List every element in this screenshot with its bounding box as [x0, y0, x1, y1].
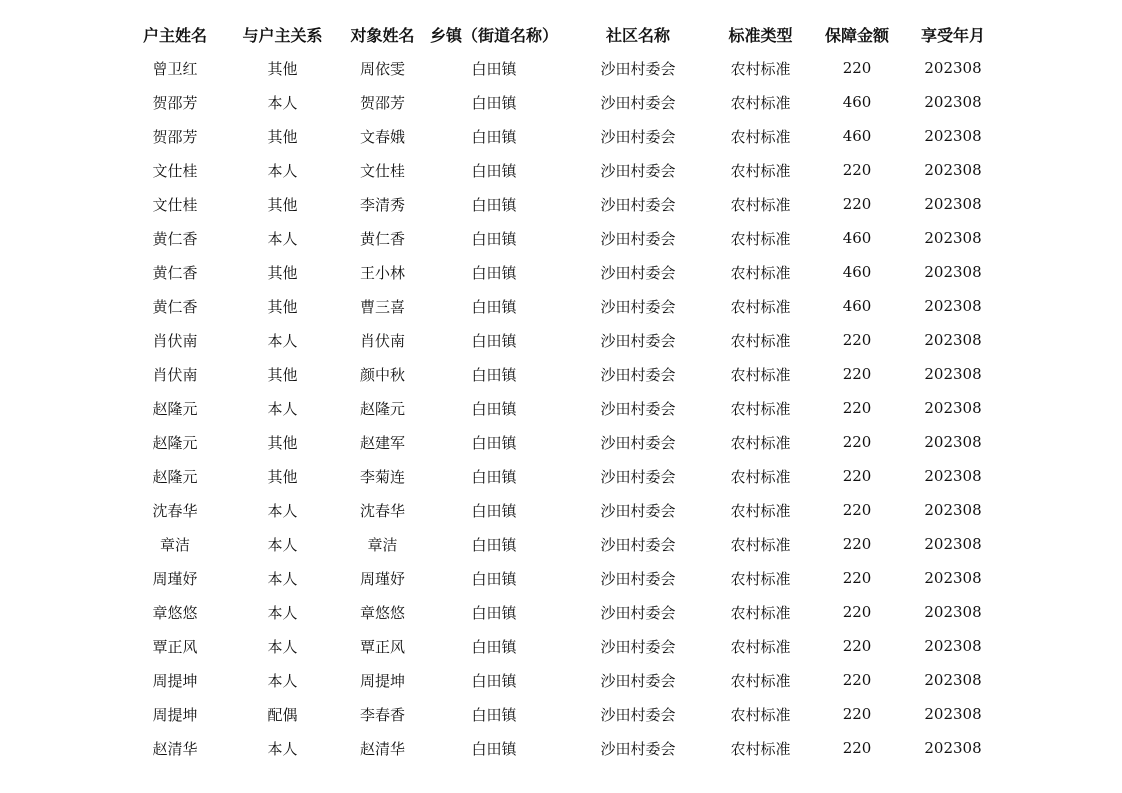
cell-household-head-name: 章洁	[159, 535, 190, 554]
cell-household-head-name: 赵清华	[152, 739, 198, 758]
cell-township: 白田镇	[471, 127, 517, 146]
table-row	[120, 323, 995, 357]
table-row	[120, 459, 995, 493]
table-row	[120, 119, 995, 153]
cell-recipient-name: 李菊连	[359, 467, 405, 486]
cell-amount: 460	[842, 229, 872, 247]
cell-amount: 220	[842, 637, 872, 655]
cell-amount: 220	[842, 161, 872, 179]
cell-standard-type: 农村标准	[730, 705, 791, 724]
table-row	[120, 85, 995, 119]
cell-recipient-name: 覃正风	[359, 637, 405, 656]
cell-period: 202308	[924, 433, 982, 451]
cell-township: 白田镇	[471, 603, 517, 622]
cell-recipient-name: 王小林	[359, 263, 405, 282]
header-amount: 保障金额	[825, 25, 890, 45]
cell-amount: 220	[842, 569, 872, 587]
cell-recipient-name: 颜中秋	[359, 365, 405, 384]
cell-relation-to-head: 其他	[267, 263, 298, 282]
cell-township: 白田镇	[471, 59, 517, 78]
cell-community: 沙田村委会	[600, 501, 676, 520]
cell-township: 白田镇	[471, 637, 517, 656]
cell-relation-to-head: 其他	[267, 433, 298, 452]
cell-recipient-name: 贺邵芳	[359, 93, 405, 112]
cell-community: 沙田村委会	[600, 195, 676, 214]
cell-relation-to-head: 本人	[267, 161, 298, 180]
cell-standard-type: 农村标准	[730, 263, 791, 282]
cell-amount: 220	[842, 59, 872, 77]
cell-recipient-name: 赵隆元	[359, 399, 405, 418]
table-row	[120, 391, 995, 425]
table-row	[120, 629, 995, 663]
cell-household-head-name: 黄仁香	[152, 297, 198, 316]
cell-standard-type: 农村标准	[730, 739, 791, 758]
cell-township: 白田镇	[471, 399, 517, 418]
cell-community: 沙田村委会	[600, 229, 676, 248]
cell-relation-to-head: 其他	[267, 467, 298, 486]
table-row	[120, 51, 995, 85]
cell-standard-type: 农村标准	[730, 569, 791, 588]
cell-household-head-name: 赵隆元	[152, 433, 198, 452]
cell-recipient-name: 周依雯	[359, 59, 405, 78]
cell-period: 202308	[924, 705, 982, 723]
cell-period: 202308	[924, 59, 982, 77]
cell-amount: 220	[842, 331, 872, 349]
cell-township: 白田镇	[471, 229, 517, 248]
table-body	[120, 51, 995, 765]
cell-recipient-name: 赵清华	[359, 739, 405, 758]
cell-community: 沙田村委会	[600, 331, 676, 350]
cell-amount: 220	[842, 365, 872, 383]
cell-community: 沙田村委会	[600, 127, 676, 146]
cell-period: 202308	[924, 297, 982, 315]
header-standard-type: 标准类型	[728, 25, 793, 45]
cell-recipient-name: 曹三喜	[359, 297, 405, 316]
cell-community: 沙田村委会	[600, 433, 676, 452]
cell-community: 沙田村委会	[600, 399, 676, 418]
cell-standard-type: 农村标准	[730, 161, 791, 180]
cell-township: 白田镇	[471, 331, 517, 350]
cell-standard-type: 农村标准	[730, 195, 791, 214]
cell-amount: 220	[842, 535, 872, 553]
cell-community: 沙田村委会	[600, 535, 676, 554]
cell-township: 白田镇	[471, 671, 517, 690]
cell-period: 202308	[924, 127, 982, 145]
cell-relation-to-head: 其他	[267, 195, 298, 214]
cell-amount: 460	[842, 297, 872, 315]
table-row	[120, 731, 995, 765]
cell-amount: 460	[842, 93, 872, 111]
cell-community: 沙田村委会	[600, 365, 676, 384]
cell-recipient-name: 李清秀	[359, 195, 405, 214]
table-row	[120, 425, 995, 459]
cell-period: 202308	[924, 535, 982, 553]
cell-standard-type: 农村标准	[730, 433, 791, 452]
cell-household-head-name: 贺邵芳	[152, 127, 198, 146]
cell-period: 202308	[924, 331, 982, 349]
cell-amount: 220	[842, 433, 872, 451]
cell-standard-type: 农村标准	[730, 297, 791, 316]
table-row	[120, 663, 995, 697]
cell-community: 沙田村委会	[600, 263, 676, 282]
table-row	[120, 221, 995, 255]
cell-community: 沙田村委会	[600, 569, 676, 588]
header-recipient-name: 对象姓名	[350, 25, 415, 45]
header-household-head-name: 户主姓名	[142, 25, 207, 45]
cell-amount: 220	[842, 195, 872, 213]
cell-household-head-name: 贺邵芳	[152, 93, 198, 112]
cell-standard-type: 农村标准	[730, 59, 791, 78]
cell-recipient-name: 文仕桂	[359, 161, 405, 180]
cell-relation-to-head: 本人	[267, 671, 298, 690]
cell-recipient-name: 赵建军	[359, 433, 405, 452]
cell-standard-type: 农村标准	[730, 331, 791, 350]
cell-standard-type: 农村标准	[730, 467, 791, 486]
cell-relation-to-head: 本人	[267, 501, 298, 520]
cell-township: 白田镇	[471, 501, 517, 520]
cell-community: 沙田村委会	[600, 93, 676, 112]
cell-recipient-name: 文春娥	[359, 127, 405, 146]
cell-household-head-name: 赵隆元	[152, 399, 198, 418]
cell-period: 202308	[924, 603, 982, 621]
cell-period: 202308	[924, 467, 982, 485]
cell-township: 白田镇	[471, 263, 517, 282]
table-row	[120, 493, 995, 527]
cell-standard-type: 农村标准	[730, 603, 791, 622]
cell-period: 202308	[924, 739, 982, 757]
cell-recipient-name: 周提坤	[359, 671, 405, 690]
cell-relation-to-head: 本人	[267, 739, 298, 758]
table-row	[120, 255, 995, 289]
cell-household-head-name: 周提坤	[152, 671, 198, 690]
cell-period: 202308	[924, 195, 982, 213]
cell-recipient-name: 黄仁香	[359, 229, 405, 248]
cell-period: 202308	[924, 637, 982, 655]
cell-household-head-name: 文仕桂	[152, 161, 198, 180]
cell-amount: 220	[842, 705, 872, 723]
cell-period: 202308	[924, 671, 982, 689]
cell-recipient-name: 李春香	[359, 705, 405, 724]
table-row	[120, 527, 995, 561]
cell-standard-type: 农村标准	[730, 127, 791, 146]
cell-relation-to-head: 本人	[267, 229, 298, 248]
cell-township: 白田镇	[471, 467, 517, 486]
table-row	[120, 187, 995, 221]
cell-amount: 220	[842, 671, 872, 689]
document-page	[0, 17, 1122, 765]
cell-relation-to-head: 其他	[267, 365, 298, 384]
cell-township: 白田镇	[471, 535, 517, 554]
header-period: 享受年月	[921, 25, 986, 45]
cell-relation-to-head: 其他	[267, 59, 298, 78]
cell-township: 白田镇	[471, 297, 517, 316]
cell-community: 沙田村委会	[600, 467, 676, 486]
cell-relation-to-head: 本人	[267, 399, 298, 418]
cell-community: 沙田村委会	[600, 671, 676, 690]
cell-amount: 220	[842, 739, 872, 757]
cell-household-head-name: 文仕桂	[152, 195, 198, 214]
cell-recipient-name: 周瑾妤	[359, 569, 405, 588]
cell-relation-to-head: 本人	[267, 535, 298, 554]
cell-amount: 220	[842, 501, 872, 519]
cell-household-head-name: 黄仁香	[152, 229, 198, 248]
table-row	[120, 697, 995, 731]
cell-community: 沙田村委会	[600, 297, 676, 316]
cell-household-head-name: 覃正风	[152, 637, 198, 656]
cell-township: 白田镇	[471, 195, 517, 214]
cell-standard-type: 农村标准	[730, 501, 791, 520]
cell-community: 沙田村委会	[600, 603, 676, 622]
header-township: 乡镇（街道名称）	[430, 25, 559, 45]
cell-community: 沙田村委会	[600, 161, 676, 180]
cell-standard-type: 农村标准	[730, 399, 791, 418]
cell-period: 202308	[924, 569, 982, 587]
beneficiary-table	[120, 17, 995, 765]
cell-township: 白田镇	[471, 433, 517, 452]
cell-amount: 220	[842, 467, 872, 485]
cell-household-head-name: 章悠悠	[152, 603, 198, 622]
cell-community: 沙田村委会	[600, 637, 676, 656]
cell-township: 白田镇	[471, 93, 517, 112]
cell-relation-to-head: 本人	[267, 569, 298, 588]
cell-township: 白田镇	[471, 365, 517, 384]
cell-household-head-name: 肖伏南	[152, 365, 198, 384]
cell-household-head-name: 沈春华	[152, 501, 198, 520]
cell-standard-type: 农村标准	[730, 93, 791, 112]
table-row	[120, 153, 995, 187]
cell-relation-to-head: 本人	[267, 331, 298, 350]
cell-relation-to-head: 本人	[267, 637, 298, 656]
cell-community: 沙田村委会	[600, 739, 676, 758]
cell-period: 202308	[924, 229, 982, 247]
cell-household-head-name: 赵隆元	[152, 467, 198, 486]
cell-community: 沙田村委会	[600, 705, 676, 724]
table-row	[120, 595, 995, 629]
cell-township: 白田镇	[471, 569, 517, 588]
cell-recipient-name: 沈春华	[359, 501, 405, 520]
cell-amount: 220	[842, 399, 872, 417]
cell-standard-type: 农村标准	[730, 671, 791, 690]
cell-relation-to-head: 配偶	[267, 705, 298, 724]
table-row	[120, 357, 995, 391]
cell-amount: 220	[842, 603, 872, 621]
cell-amount: 460	[842, 263, 872, 281]
cell-household-head-name: 肖伏南	[152, 331, 198, 350]
cell-household-head-name: 周瑾妤	[152, 569, 198, 588]
cell-standard-type: 农村标准	[730, 535, 791, 554]
cell-recipient-name: 肖伏南	[359, 331, 405, 350]
table-header-row	[120, 17, 995, 51]
cell-relation-to-head: 其他	[267, 127, 298, 146]
header-community: 社区名称	[606, 25, 671, 45]
cell-community: 沙田村委会	[600, 59, 676, 78]
cell-recipient-name: 章悠悠	[359, 603, 405, 622]
cell-township: 白田镇	[471, 161, 517, 180]
cell-period: 202308	[924, 93, 982, 111]
cell-period: 202308	[924, 399, 982, 417]
cell-township: 白田镇	[471, 705, 517, 724]
cell-household-head-name: 曾卫红	[152, 59, 198, 78]
cell-standard-type: 农村标准	[730, 229, 791, 248]
cell-household-head-name: 周提坤	[152, 705, 198, 724]
cell-relation-to-head: 本人	[267, 603, 298, 622]
cell-relation-to-head: 其他	[267, 297, 298, 316]
header-relation-to-head: 与户主关系	[242, 25, 323, 45]
cell-relation-to-head: 本人	[267, 93, 298, 112]
cell-township: 白田镇	[471, 739, 517, 758]
cell-amount: 460	[842, 127, 872, 145]
cell-household-head-name: 黄仁香	[152, 263, 198, 282]
table-row	[120, 561, 995, 595]
cell-period: 202308	[924, 263, 982, 281]
table-row	[120, 289, 995, 323]
cell-period: 202308	[924, 501, 982, 519]
cell-period: 202308	[924, 365, 982, 383]
cell-period: 202308	[924, 161, 982, 179]
cell-standard-type: 农村标准	[730, 365, 791, 384]
cell-standard-type: 农村标准	[730, 637, 791, 656]
cell-recipient-name: 章洁	[367, 535, 398, 554]
